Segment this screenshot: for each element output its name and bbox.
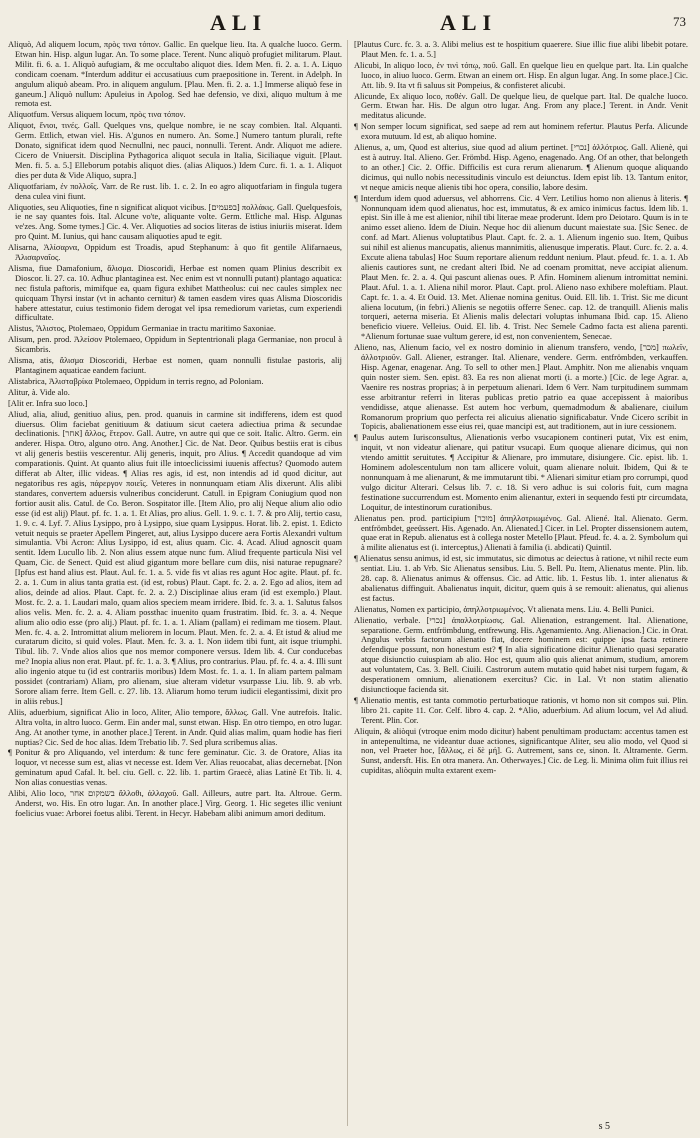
page-header	[0, 8, 700, 36]
running-head-left: ALI	[210, 10, 268, 35]
left-column	[8, 40, 342, 1126]
dictionary-entry: Aliquot, ἔνιοι, τινές. Gall. Quelques vns, quelque nombre, ie ne scay combien. Ital. Alquanti. Germ. Ettlich, etwan viel. His. A'gunos en numero. An. Some.] Numero tantum plurali, refte Donato, significat idem quod Necnullni, nec pauci, nonnulli. Terent. Andr. Aliquot me adiere. Cicero de Vniuersit. Disciplina Pythagorica aliquot secula in Italia, Siciliaque viguit. [Plaut. Men. fi. 5. a. 5.] Elleborum potabis aliquot dies. (alias Aliquos.) Idem Curc. fi. 1. a. 1. Aliquot dies per duta & Vide Aliquo, supra.]	[8, 121, 342, 180]
dictionary-entry: Aliquotfum. Versus aliquem locum, πρὸς τινα τόπον.	[8, 110, 186, 120]
dictionary-entry: Alienatus pen. prod. participium [מוכר] ἀπηλλοτριωμένος. Gal. Aliené. Ital. Alienato. Germ. entfrömbdet, geeüssert. His. Agenado. An. Alienated.] Cicer. in Lel. Propter dissensionem autem, quae erat in Repub. alienatus est à collega noster Metello [Plaut. Pfeud. fc. 4. a. 2. Symbolum qui à milite alienatus est (i. interceptus,) Alienati à familia (i. abdicati) Quintil.	[354, 513, 688, 553]
dictionary-entry: ¶ Interdum idem quod aduersus, vel abhorrens. Cic. 4 Verr. Letilius homo non alienus à literis. ¶ Nonnunquam idem quod alienatus, hoc est, immutatus, & ex amico inimicus factus. Idem lib. 1. epist. Sin ille à me est alienior, nihil tibi literae meae proderunt. Idem pro Deiotaro. Quum is in te animo esset alieno. Idem de Diuin. Neque hoc dii alienum ducunt maiestate sua. [Sic Senec. de conf. ad Mart. Alienus voluptatibus Plaut. Capt. fc. 2. a. 1. Alienum ingenio suo. Item, Quibus sui nihil est alienus mancupatis, alienus mannimitis, alienusque imperatis. Plaut. Curc. fc. 2. a. 4. Excute aliena tabulas] Hoc Suum reportare alienum reddunt nenium. Plaut. pfeud. fc. 1. a. 1. Ab alienis cautiores sunt, ne credant alteri Ibid. Ne ad coenam promittat, neve accipiat alienum. Plaut Men. fc. 2. a. 4. Qui pascunt alienas oues. P. Afin. Hominem alienum intromittat nemini. Plaut. Aful. 1. a. 1. Aliena nihil moror. Plaut. Capt. prol. Alieno naso exhibere moleftiam. Plaut. Capt. fc. 1. a. 4. Et Ouid. 13. Met. Alienae nomina genitus. Ouid. Ell. lib. 1. Trist. Sic me dicunt aliena locutum, (in febri.) Alienis se negotiis offerre Senec. cap. 12. de tranquill. Alienis malis torqueri, aeterna miseria. Et Alienis malis delectari voluptas inhumana Ibid. cap. 15. Alieno beneficio viuere. Velleius. Ouid. El. lib. 4. Trist. Nec Semele Cadmo facta est aliena parenti. *Alienum fortunae suae vultum gerere, id est, non convenientem, Senecae.	[354, 193, 688, 342]
dictionary-entry: ¶ Alienatus sensu animus, id est, sic immutatus, sic dimotus ac deiectus à ratione, vt nihil recte eum sentiat. Liu. 1. ab Vrb. Sic Alienatus sensibus. Liu. 5. Bell. Pu. Item, Alienatus mente. Plin. lib. 28. cap. 8. Alienatus animus & offensus. Cic. ad Attic. lib. 1. Festus lib. 1. inter alienatus & abalienatus diffinguit. Abalienatus inquit, dicitur, quem quis à se remouit: alienatus, qui alienus est factus.	[354, 554, 688, 603]
dictionary-entry: Alienatio, verbale. [נכרי] ἀπαλλοτρίωσις. Gal. Alienation, estrangement. Ital. Alienatione, separatione. Germ. entfrömbdung, entfrewung. His. Agenamiento. Ang. Alienacion.] Cic. in Orat. Angulus verbis factorum alienatio fiat, docere hominem est: quippe ipsa facta retinere defendique possunt, non honestum est? ¶ In alia significatione dicitur Alienatio quasi separatio atque disiunctio cuiuspiam ab alio. Hoc est, quum alio quis alienat animum, studium, amorem aut voluntatem, Cas. 3. Bell. Ciuili. Castrorum autem mutatio quid habet nisi turpem fugam, & desperationem omnium, alienationem exercitus? Cic. in Lal. Vt non statim alienatio disiunctioque facienda sit.	[354, 615, 688, 694]
dictionary-entry: ¶ Paulus autem Iurisconsultus, Alienationis verbo vsucapionem contineri putat, Vix est enim, inquit, vt non videatur alienare, qui patitur vsucapi. Eum quoque alienare dicimus, qui non vtendo amittit seruitutes. ¶ Accipitur & Alienare, pro immutare, disiungere. Cic. epist. lib. 1. Hominem adolescentulum non tam allicere voluit, quam alienare noluit. Ibidem, Qui & te nonnunquam à me alienarunt, & me immutarunt tibi. * Alienari simitur etiam pro corrumpi, quod vulgo dicitur Alterari. Celsus lib. 7. c. 18. Si vero adhuc is sui coloris fuit, cum magna festinatione succurrendum est. Momento enim alienantur, exteri in sequendo festi ptr circumdata, Loquitur, de intestinorum curationibus.	[354, 433, 688, 512]
dictionary-entry: [Plautus Curc. fc. 3. a. 3. Alibi melius est te hospitium quaerere. Siue illic fiue alibi libebit potare. Plaut Men. fc. 1. a. 5.]	[354, 40, 688, 59]
dictionary-entry: ¶ Alienatio mentis, est tanta commotio perturbatioque rationis, vt homo non sit compos sui. Plin. libro 21. capite 11. Cor. Celf. libro 4. cap. 2. *Alio, aduerbium. Ad alium locum, vel Ad aliud. Terent. Plin. Cor.	[354, 695, 688, 725]
dictionary-entry: Aliis, aduerbium, significat Alio in loco, Aliter, Alio tempore, ἄλλως. Gall. Vne autrefois. Italic. Altra volta, in altro luoco. Germ. Ein ander mal, sunst etwan. Hisp. En otro tiempo, en otro lugar. Ang. At another tyme, in another place.] Terent. in Andr. Quid alias malim, quam hodie has fieri nuptias? Cic. Sed de hoc alias. Idem Trebatio lib. 7. Sed plura scribemus alias.	[8, 707, 342, 747]
dictionary-entry: Aliquoties, seu Aliquoties, fine n significat aliquot vicibus. [בפעמים] πολλάκις. Gall. Quelquesfois, ie ne say quantes fois. Ital. Alcune vo'te, aliquante volte. Germ. Ettliche mal. Hisp. Algunas ve'zes. Ang. Some tymes.] Cic. 4. Ver. Aliquoties ad socios literas de istius iniuriis miserat. Idem pro Quint. M. Iunius, qui hanc causam aliquoties apud te egit.	[8, 202, 342, 242]
right-column	[354, 40, 688, 1126]
dictionary-entry: Aliquotfariam, ἐν πολλοῖς. Varr. de Re rust. lib. 1. c. 2. In eo agro aliquotfariam in fingula tugera dena culea vini fiunt.	[8, 181, 342, 201]
dictionary-entry: [Alit er. Infra suo loco.]	[8, 398, 88, 408]
dictionary-entry: ¶ Ponitur & pro Aliquando, vel interdum: & tunc fere geminatur. Cic. 3. de Oratore, Alias ita loquor, vt necesse sum est, alias vt necesse est. Idem Ver. Alias reuocabat, alias decernebat. [Non geminatum apud Cafal. lt. bel. ciu. Gell. c. 22. lib. 1. partim Graecè, alias Latinè Et Tib. li. 4. Non alias conuestias venas.	[8, 748, 342, 788]
dictionary-entry: Alisarna, Ἀλίσαρνα, Oppidum est Troadis, apud Stephanum: à quo fit gentile Alifarnaeus, Ἀλισαρναῖος.	[8, 243, 342, 263]
dictionary-entry: Alibi, Alio loco, בשמקום אחר ἄλλοθι, ἀλλαχοῦ. Gall. Ailleurs, autre part. Ita. Altroue. Germ. Anderst, wo. His. En otro lugar. An. In another place.] Virg. Georg. 1. Hic segetes illic veniunt foelicius vuae: Arborei foetus alibi. Terent. in Hecyr. Habebam alibi animum amori deditum.	[8, 789, 342, 818]
running-head-right: ALI	[440, 10, 498, 35]
dictionary-entry: Alisma, fiue Damafonium, ἄλισμα. Dioscoridi, Herbae est nomen quam Plinius describit ex Dioscor. li. 27. ca. 10. Adhuc plantaginea est. Nec enim est vt nonnulli putant) plantago aquatica: nec fistula paftoris, mimifque ea, quam figura exhibet Mattheolus: cui nec caules simplex nec quicquam Thyrsi instar (vt in achanto cernitur) & tamen easdem vires quas Alisma Dioscoridis habere attestatur, cuius testimonio fidem derogat vel ipsa remediorum varietas, cum experiendi difficultate.	[8, 263, 342, 323]
dictionary-entry: Aliud, alia, aliud, genitiuo alius, pen. prod. quanuis in carmine sit indifferens, idem est quod diuersus. Olim faciebat genitiuum & datiuum sicut caetera adiectiua prima & secundae declinationis. [אחר] ἄλλος, ἕτερον. Gall. Autre, vn autre qui que ce soit. Italic. Altro. Germ. ein anderer. Hispa. Otro, alguno otro. Ang. Another.] Cic. de Nat. Deor. Quibus bestiis erat is cibus vt alij generis bestiis vescerentur. Alij generis, inquit, pro Alius. ¶ Accedit quandoque ad vim comparationis. Quint. At quanto alius fuit ille intoeclicissimi iuuenis affectus? Quomodo autem differat ab Alter, illic videas. ¶ Alias res agis, id est, non intendis ad id quod dicitur, aut negatoribus res agis, πάρεργον ποιεῖς. Veteres in nonnunquam etiam Alis dixerunt. Alis alibi standares, convertem aduersis vulneribus conciderunt. Catull. in Epigram Coniugium quod non fortior ausit alis. Catul. de Co. Beron. Sospitator ille. [Item Alio, pro alij Neque alium alio odio esse (id est alij) Plaut. pf. fc. 1. a. 1. Et Alias, pro alius. Gell. 1. 9. c. 1. 7. & pro Alij, tertio casu, 1. 9. c. 4. Lyf. 7. Alius Lysippo, pro à Lysippo, siue quam Lysippus. Horat. lib. 2. epist. 1. Edicto vetuit nequis se praeter Apellem Pingeret, aut, alius Lysippo ducere aera Fortis Alexandri vultum simulantia. Vbi Acron: Alius Lysippo, id est, alius quam. Cic. 4. Acad. Aliud agnoscit quam sentit. Idem Lucullo lib. 2. Non alius essem atque nunc fum. Aliud frequente particula Nisi vel Quam, Cic. de Senect. Quid est aliud gigantum more bellare cum diis, nisi naturae repugnare? [Ipfus est hand alius est. Plaut. Aul. fc. 1. a. 5. vide fis vt alias res agunt Hoc agite. Plaut. pf. fc. 2. a. 1. Cum in alius tanta gratia est. (id est, robus) Plaut. Capt. fc. 2. a. 2. Ego ad alios, item ad alios, deinde ad alios. Plaut. Capt. fc. 2. a. 2.) Disciplinae alius eram (id est exemplo.) Plaut. Most. fc. 2. a. 1. Laudari malo, quam alios speciem meam irridere. Ibid. fc. 3. a. 1. Salutus falsos alios velis. Men. fc. 2. a. 4. Aliam possthac inuenito quam frustratim. Ibid. fc. 3. a. 4. Neque alium alio odio esse (pro alij.) Plaut. pf. fc. 1. a. 1. Aliam (pallam) ei redimam me tiosem. Plaut. Men. fc. 4. a. 2. Intromittat alium meliorem in locum. Plaut. Men. fc. 2. a. 4. Et istud & aliud me curatarum dicito, si quid voles. Plaut. Men. fc. 3. a. 1. Non iidem tibi funt, ait isque triumphi. Tibul. lib. 7. Vnde alios alios que nos memor componere versus. Idem lib. 4. Cur conducebas me? Inopia alius non erat. Plaut. pf. fc. 1. a. 3. ¶ Alius, pro contrarius. Plau. pf. fc. 4. a. 4. Illi sunt alio ingenio atque tu (id est contrariis moribus) Idem Most. fc. 1. a. 1. In aliam partem palmam possidet (contrariam) Aliam, pro alienam, siue alteram videtur vsurpasse Liu. lib. 9. ab vrb. Sorore aliam ferre. Item Gell. c. 27. lib. 13. Aliarum homo terum iudicii elegantissimi, dixit pro in aliis rebus.]	[8, 409, 342, 706]
dictionary-entry: Alicubi, In aliquo loco, ἐν τινὶ τόπῳ, ποῦ. Gall. En quelque lieu en quelque part. Ita. Lin qualche luoco, in aliuo luoco. Germ. Etwan an einem ort. Hisp. En algun lugar. Ang. In some place.] Cic. Att. lib. 9. Ita vt fi saluus sit Pompeius, & confisteret alicubi.	[354, 60, 688, 90]
dictionary-entry: Alienatus, Nomen ex participio, ἀπηλλοτριωμένος. Vt alienata mens. Liu. 4. Belli Punici.	[354, 604, 654, 614]
column-divider	[347, 40, 348, 1126]
dictionary-entry: Alicunde, Ex aliquo loco, ποθέν. Gall. De quelque lieu, de quelque part. Ital. De qualche luoco. Germ. Etwan har. His. De algun otro lugar. Ang. From any place.] Terent. in Andr. Venit meditatus alicunde.	[354, 91, 688, 121]
dictionary-entry: Alistabrica, Ἀλισταβρίκα Ptolemaeo, Oppidum in terris regno, ad Poloniam.	[8, 376, 264, 386]
dictionary-entry: Aliquò, Ad aliquem locum, πρὸς τινα τόπον. Gallic. En quelque lieu. Ita. A qualche luoco. Germ. Etwan hin. Hisp. algun lugar. An. To some place. Terent. Nunc aliquò profugiet militarum. Plaut. Milit. fi. 6. a. 1. Aliquò aufugiam, & me occultabo aliquot dies. Idem Men. fi. 2. a. 1. A. Liquo condicam coenam. *Interdum additur ei accusatiuus cum praepositione in. Terent. in Adelph. In angulum aliquò abeam. Pro. in aliquem angulum. [Plau. Men. fi. 2. a. 1.] Immerse aliquò fese in ganeum.] Aliquò nullum: Apuleius in Apolog. Sed hae defensio, ve dixi, aliquo multum à me remota est.	[8, 40, 342, 109]
dictionary-entry: Alisma, atis, ἄλισμα Dioscoridi, Herbae est nomen, quam nonnulli fistulae pastoris, alij Plantaginem aquaticae eandem faciunt.	[8, 356, 342, 375]
dictionary-entry: Alieno, nas, Alienum facio, vel ex nostro dominio in alienum transfero, vendo, [מכר] πωλεῖν, ἀλλοτριοῦν. Gall. Aliener, estranger. Ital. Alienare, vendere. Germ. entfrömbden, verkauffen. Hisp. Agenar, enagenar. Ang. To sell to other men.] Plaut. Amphitr. Non me alienabis vnquam quin noster siem. Sen. epist. 83. Ea res non alienat morti (i. a morte.) [Cic. de lege Agrar. a, Vaenire res nostras proprias; à in perpetuum alienari. Idem 6 Verr. Nam turpitudinem summam esse arbitrantur referri in literas publicas pretio patrio ea quae accepissent à maioribus vendidisse, atque alienasse. Est autem hoc verbum, quemadmodum & abalienare, ciuilum Romanorum proprium quo perfecta rei alicuius alienatio significabatur. Vnde Cicero scribit in Topicis, abalienationem esse eius rei, quae mancipi est, aut traditionem, aut in iure cessionem.	[354, 343, 688, 432]
signature-mark: s 5	[598, 1121, 610, 1132]
dictionary-entry: Alitur, à. Vide alo.	[8, 387, 70, 397]
dictionary-entry: Alisum, pen. prod. Ἀλείσον Ptolemaeo, Oppidum in Septentrionali plaga Germaniae, non procul à Sicambris.	[8, 335, 342, 355]
page-number: 73	[673, 14, 686, 29]
dictionary-entry: ¶ Non semper locum significat, sed saepe ad rem aut hominem refertur. Plautus Perfa. Alicunde exora mutuum. Id est, ab aliquo homine.	[354, 122, 688, 142]
dictionary-entry: Aliquin, & aliòqui (vtroque enim modo dicitur) habent penultimam productam: accentus tamen est in antepenultima, ne videantur duae actiones, significantque Aliter, seu alio modo, vel Quod si non, vel Praeter hoc, [ἄλλως, εἰ δὲ μή]. G. Autrement, sans ce, sinon. It. Altramente. Germ. Sunst, andersft. His. En otra manera. An. Otherwayes.] Cic. de Leg. li. Minima olim fuit illius rei cupiditas, aliòquin multa extarent exem-	[354, 726, 688, 776]
dictionary-entry: Alistus, Ἄλιστος, Ptolemaeo, Oppidum Germaniae in tractu maritimo Saxoniae.	[8, 324, 276, 334]
dictionary-entry: Alienus, a, um, Quod est alterius, siue quod ad alium pertinet. [נכרי] ἀλλότριος. Gall. Alienè, qui est à autruy. Ital. Alieno. Ger. Frömbd. Hisp. Ageno, enagenado. Ang. Of an other, that belongeth to an other.] Cic. 2. Offic. Difficilis est cura rerum alienarum. ¶ Alienum quoque aliquando dicimus, qui nullo nobis necessitudinis vinculo est deiunctus. Idem epist lib. 13. Tantum enitor, vt neque amicis neque alienis tibi hoc opera, consilio, labore desim.	[354, 143, 688, 192]
